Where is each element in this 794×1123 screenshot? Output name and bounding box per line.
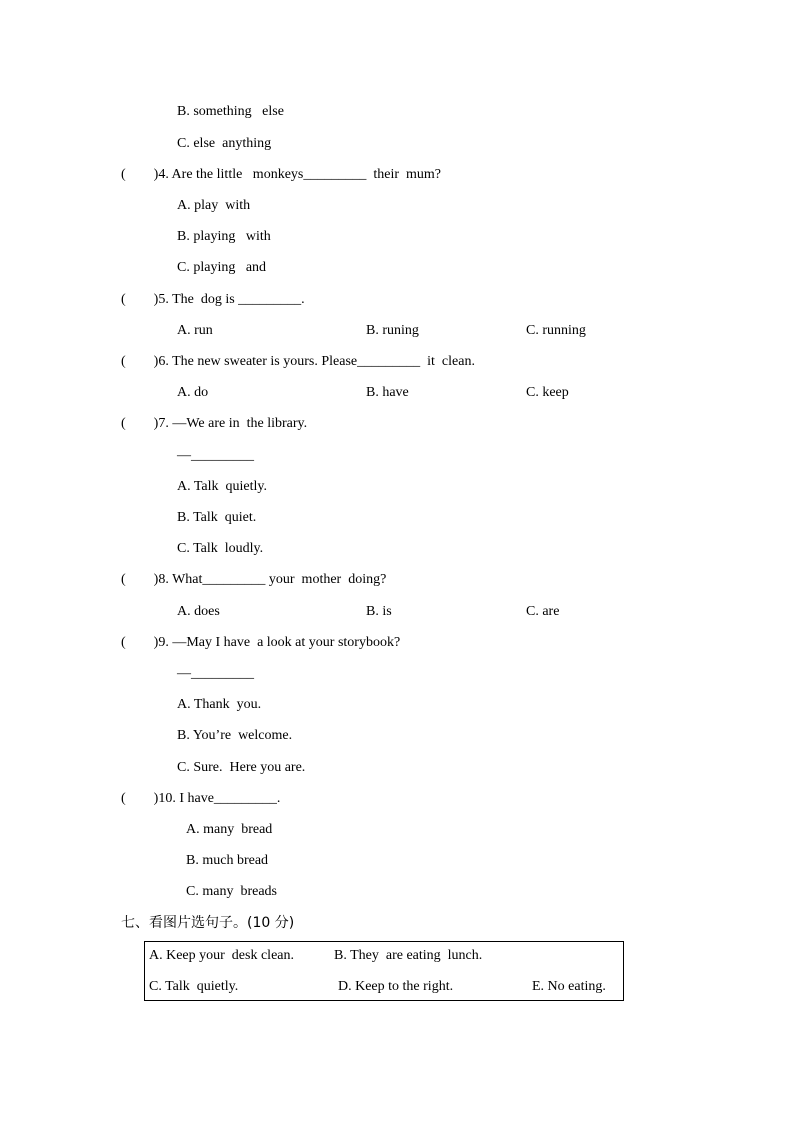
q7-option-c: C. Talk loudly. [177, 541, 264, 556]
question-9 [121, 634, 400, 652]
answer-paren: ( )6. [121, 354, 169, 369]
q4-option-c: C. playing and [177, 260, 267, 275]
answer-paren: ( )9. [121, 635, 169, 650]
question-4 [121, 166, 441, 184]
box-option-e: E. No eating. [532, 979, 606, 994]
q5-option-b: B. runing [366, 323, 419, 338]
q8-option-b: B. is [366, 604, 392, 619]
q9-option-a: A. Thank you. [177, 697, 262, 712]
question-stem: Are the little monkeys_________ their mum? [168, 167, 442, 182]
q9-option-b: B. You’re welcome. [177, 728, 293, 743]
answer-paren: ( )8. [121, 572, 169, 587]
q10-option-c: C. many breads [186, 884, 277, 899]
box-option-d: D. Keep to the right. [338, 979, 454, 994]
question-5 [121, 291, 305, 309]
answer-paren: ( )10. [121, 791, 176, 806]
question-6 [121, 353, 475, 371]
section-7-title: 七、看图片选句子。(10 分) [121, 915, 295, 931]
box-option-a: A. Keep your desk clean. [149, 948, 295, 963]
q7-option-b: B. Talk quiet. [177, 510, 257, 525]
q6-option-c: C. keep [526, 385, 569, 400]
q9-option-c: C. Sure. Here you are. [177, 760, 306, 775]
q10-option-b: B. much bread [186, 853, 269, 868]
question-stem: —We are in the library. [168, 416, 308, 431]
sentence-options-box [144, 941, 624, 1001]
question-stem: I have_________. [175, 791, 281, 806]
q8-option-a: A. does [177, 604, 220, 619]
q9-answer-line: —_________ [177, 666, 254, 681]
question-8 [121, 571, 386, 589]
question-stem: The new sweater is yours. Please_________ it clean. [168, 354, 475, 369]
answer-paren: ( )4. [121, 167, 169, 182]
q4-option-a: A. play with [177, 198, 251, 213]
box-option-c: C. Talk quietly. [149, 979, 239, 994]
answer-paren: ( )5. [121, 292, 169, 307]
box-option-b: B. They are eating lunch. [334, 948, 483, 963]
q6-option-b: B. have [366, 385, 409, 400]
q3-option-b: B. something else [177, 104, 284, 119]
q8-option-c: C. are [526, 604, 560, 619]
q6-option-a: A. do [177, 385, 209, 400]
question-10 [121, 790, 280, 808]
q3-option-c: C. else anything [177, 136, 272, 151]
q7-answer-line: —_________ [177, 448, 254, 463]
question-stem: —May I have a look at your storybook? [168, 635, 401, 650]
q5-option-c: C. running [526, 323, 586, 338]
answer-paren: ( )7. [121, 416, 169, 431]
q10-option-a: A. many bread [186, 822, 273, 837]
question-7 [121, 415, 307, 433]
q4-option-b: B. playing with [177, 229, 271, 244]
q5-option-a: A. run [177, 323, 213, 338]
question-stem: What_________ your mother doing? [168, 572, 387, 587]
question-stem: The dog is _________. [168, 292, 305, 307]
q7-option-a: A. Talk quietly. [177, 479, 268, 494]
